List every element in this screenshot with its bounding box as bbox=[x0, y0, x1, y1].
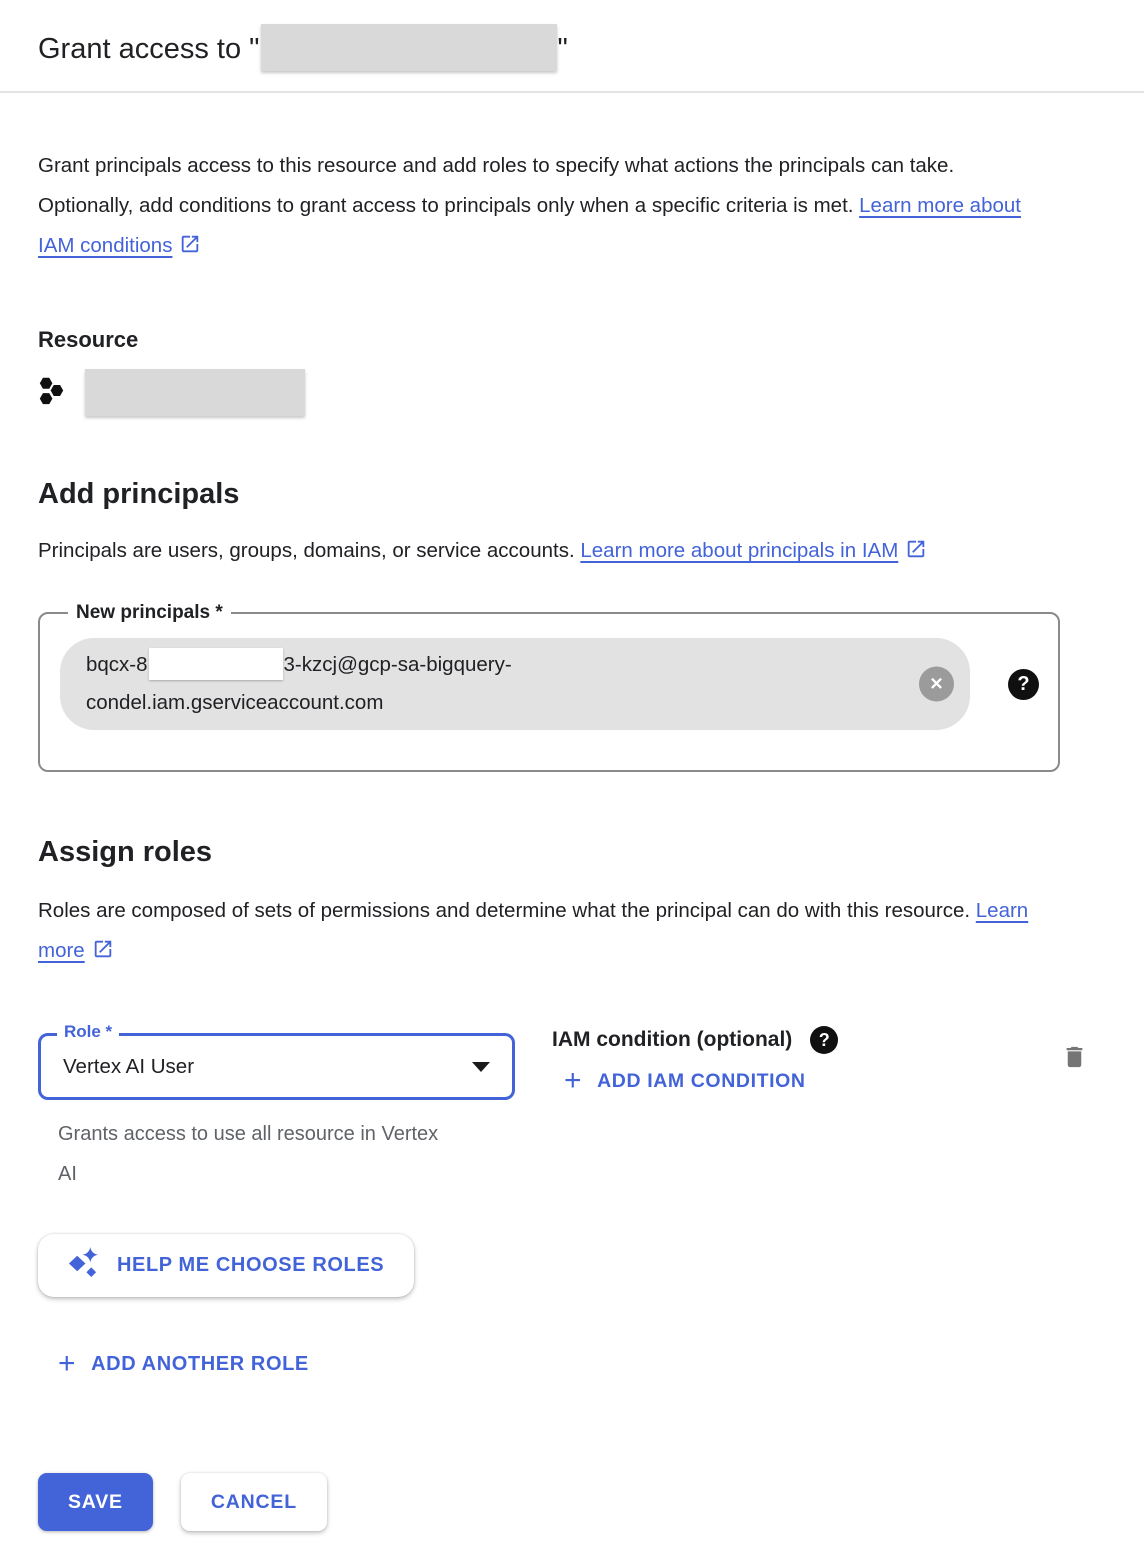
roles-description-text: Roles are composed of sets of permissions and determine what the principal can do with this resource. bbox=[38, 899, 976, 922]
close-icon: ✕ bbox=[929, 674, 944, 693]
redacted-resource-value bbox=[85, 369, 305, 416]
dialog-body bbox=[0, 146, 1144, 1561]
iam-condition-help-icon[interactable]: ? bbox=[810, 1026, 838, 1054]
add-iam-condition-label: ADD IAM CONDITION bbox=[597, 1069, 806, 1092]
delete-role-button[interactable] bbox=[1061, 1020, 1088, 1075]
principals-row bbox=[60, 638, 1040, 730]
role-select[interactable] bbox=[38, 1022, 515, 1100]
hexagon-cluster-icon bbox=[38, 374, 65, 412]
iam-condition-column bbox=[552, 1020, 838, 1096]
roles-description bbox=[38, 891, 1053, 974]
redacted-resource-name bbox=[261, 24, 557, 71]
page-title-suffix: " bbox=[557, 33, 568, 66]
remove-principal-button[interactable] bbox=[919, 667, 954, 702]
gemini-spark-icon bbox=[68, 1247, 99, 1284]
role-select-value: Vertex AI User bbox=[63, 1054, 195, 1078]
cancel-button[interactable]: CANCEL bbox=[181, 1473, 327, 1531]
role-helper-text: Grants access to use all resource in Vertex AI bbox=[58, 1123, 439, 1185]
dialog-header bbox=[0, 0, 1144, 93]
add-another-role-label: ADD ANOTHER ROLE bbox=[91, 1352, 309, 1375]
add-another-role-button[interactable] bbox=[58, 1349, 309, 1379]
principals-description bbox=[38, 531, 1053, 574]
iam-condition-label: IAM condition (optional) bbox=[552, 1028, 793, 1051]
trash-icon bbox=[1061, 1060, 1088, 1075]
assign-roles-heading: Assign roles bbox=[38, 836, 213, 868]
new-principals-field[interactable] bbox=[38, 602, 1060, 772]
help-me-choose-roles-label: HELP ME CHOOSE ROLES bbox=[117, 1254, 385, 1276]
page-title bbox=[38, 24, 1106, 77]
add-principals-heading: Add principals bbox=[38, 478, 240, 510]
resource-row bbox=[38, 369, 1106, 416]
role-select-label: Role * bbox=[57, 1022, 119, 1042]
new-principals-label: New principals * bbox=[76, 602, 223, 623]
intro-paragraph bbox=[38, 146, 1043, 269]
principals-help-icon[interactable]: ? bbox=[1008, 669, 1039, 700]
page-title-prefix: Grant access to " bbox=[38, 33, 260, 66]
resource-section bbox=[38, 327, 1106, 416]
open-in-new-icon bbox=[179, 229, 201, 269]
add-iam-condition-button[interactable] bbox=[564, 1066, 806, 1096]
role-column bbox=[38, 1020, 515, 1194]
plus-icon: + bbox=[564, 1064, 583, 1097]
intro-text: Grant principals access to this resource and add roles to specify what actions the principals can take. Optionally, add conditions to grant access to principals only when a specific criteria is met. bbox=[38, 154, 955, 217]
help-me-choose-roles-button[interactable] bbox=[38, 1234, 414, 1297]
plus-icon: + bbox=[58, 1347, 77, 1380]
role-row bbox=[38, 1020, 1106, 1194]
principal-email-prefix: bqcx-8 bbox=[86, 653, 148, 676]
footer-actions bbox=[38, 1473, 1106, 1531]
caret-down-icon bbox=[472, 1062, 490, 1072]
redacted-principal-id bbox=[149, 648, 283, 680]
principal-chip bbox=[60, 638, 970, 730]
principal-email-middle: 3-kzcj@gcp-sa-bigquery- bbox=[283, 653, 512, 676]
open-in-new-icon bbox=[905, 534, 927, 574]
iam-condition-label-row bbox=[552, 1026, 838, 1054]
open-in-new-icon bbox=[92, 934, 114, 974]
resource-label: Resource bbox=[38, 327, 139, 352]
principals-iam-link[interactable]: Learn more about principals in IAM bbox=[580, 539, 899, 562]
roles-learn-more-link[interactable]: Learn more bbox=[38, 899, 1029, 962]
principal-email-domain: condel.iam.gserviceaccount.com bbox=[86, 691, 384, 714]
iam-conditions-link[interactable]: Learn more about IAM conditions bbox=[38, 194, 1021, 257]
principals-description-text: Principals are users, groups, domains, or service accounts. bbox=[38, 539, 581, 562]
save-button[interactable]: SAVE bbox=[38, 1473, 153, 1531]
